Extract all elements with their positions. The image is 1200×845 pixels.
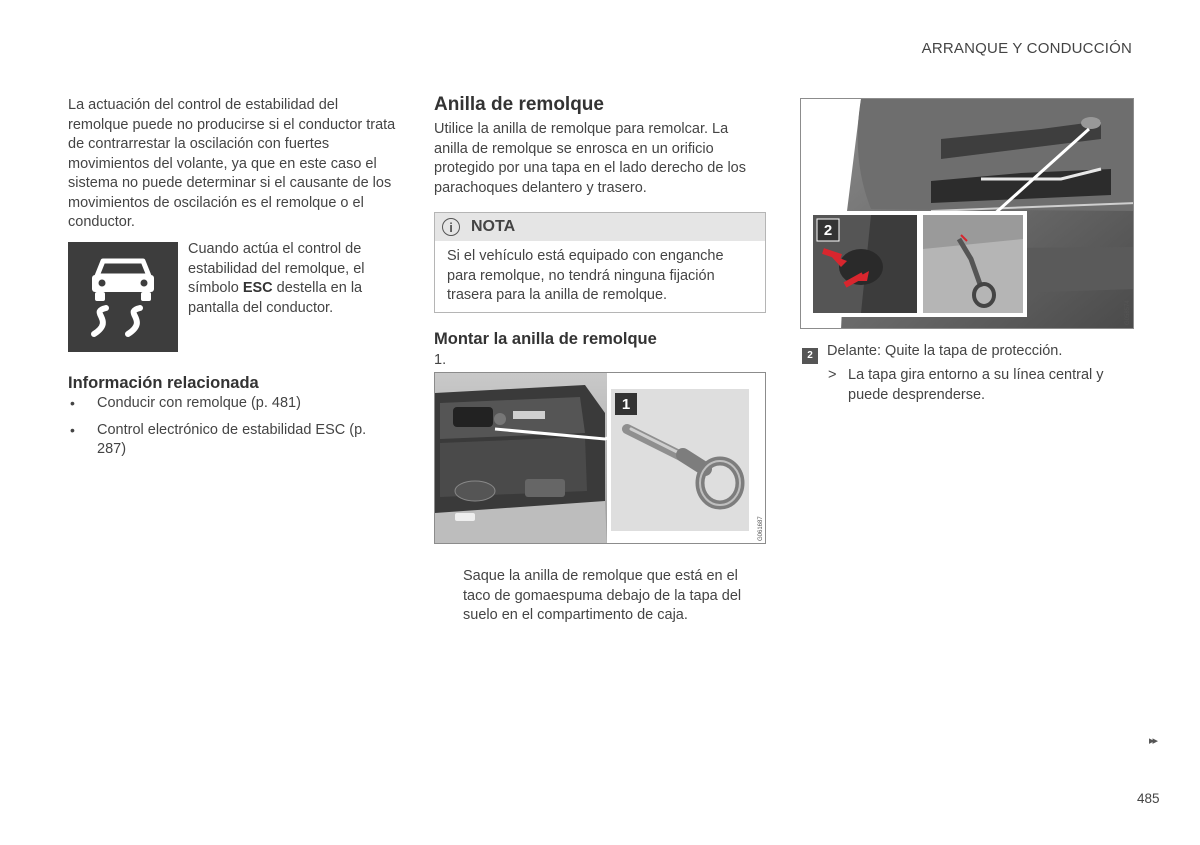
esc-warning-icon	[68, 242, 178, 352]
step2-text: Delante: Quite la tapa de protección.	[827, 343, 1063, 359]
front-bumper-cover-illustration	[800, 98, 1134, 329]
continue-arrows-icon: ▸▸	[1149, 735, 1157, 747]
towing-eye-heading: Anilla de remolque	[434, 94, 604, 115]
page-number: 485	[1137, 791, 1160, 806]
esc-description	[188, 240, 388, 318]
esc-symbol-label: ESC	[242, 280, 273, 296]
esc-text-before: Cuando actúa el control de estabilidad del remolque, el símbolo	[188, 241, 365, 296]
towing-eye-paragraph: Utilice la anilla de remolque para remolcar. La anilla de remolque se enrosca en un orificio protegido por una tapa en el lado derecho de los parachoques delantero y trasero.	[434, 121, 746, 196]
result-marker: >	[828, 367, 837, 383]
result-text: La tapa gira entorno a su línea central y puede desprenderse.	[848, 367, 1104, 403]
image1-callout: 1	[621, 396, 631, 413]
bullet: •	[70, 421, 75, 438]
related-info-list	[68, 394, 398, 467]
related-link-esc[interactable]	[68, 421, 398, 460]
note-text: Si el vehículo está equipado con enganche para remolque, no tendrá ninguna fijación trasera para la anilla de remolque.	[447, 248, 724, 303]
image2-code: G058574	[1125, 300, 1131, 325]
related-info-heading: Información relacionada	[68, 374, 259, 392]
related-link-towing[interactable]	[68, 394, 398, 414]
esc-text-after: destella en la pantalla del conductor.	[188, 280, 363, 316]
trunk-towing-eye-illustration	[434, 372, 766, 544]
step2-instruction	[802, 342, 1132, 364]
step2-badge: 2	[802, 348, 818, 364]
related-link-text[interactable]: Conducir con remolque (p. 481)	[97, 395, 301, 411]
stability-paragraph: La actuación del control de estabilidad del remolque puede no producirse si el conductor trata de contrarrestar la oscilación con fuertes movimientos del volante, ya que en este caso el sistema no puede determinar si el causante de los movimientos de oscilación es el remolque o el conductor.	[68, 97, 396, 230]
note-label: NOTA	[471, 218, 516, 235]
image2-callout: 2	[823, 222, 833, 239]
section-header: ARRANQUE Y CONDUCCIÓN	[921, 40, 1132, 57]
mount-towing-eye-heading: Montar la anilla de remolque	[434, 330, 657, 348]
note-box	[434, 212, 766, 313]
step-number: 1.	[434, 352, 447, 368]
step2-result	[828, 366, 1128, 405]
note-header	[435, 213, 765, 241]
bullet: •	[70, 395, 75, 411]
image1-code: G061687	[758, 516, 764, 541]
related-link-text[interactable]: Control electrónico de estabilidad ESC (p. 287)	[97, 421, 367, 457]
step1-text: Saque la anilla de remolque que está en el taco de gomaespuma debajo de la tapa del suelo en el compartimento de caja.	[463, 568, 742, 623]
info-icon: i	[442, 218, 460, 236]
